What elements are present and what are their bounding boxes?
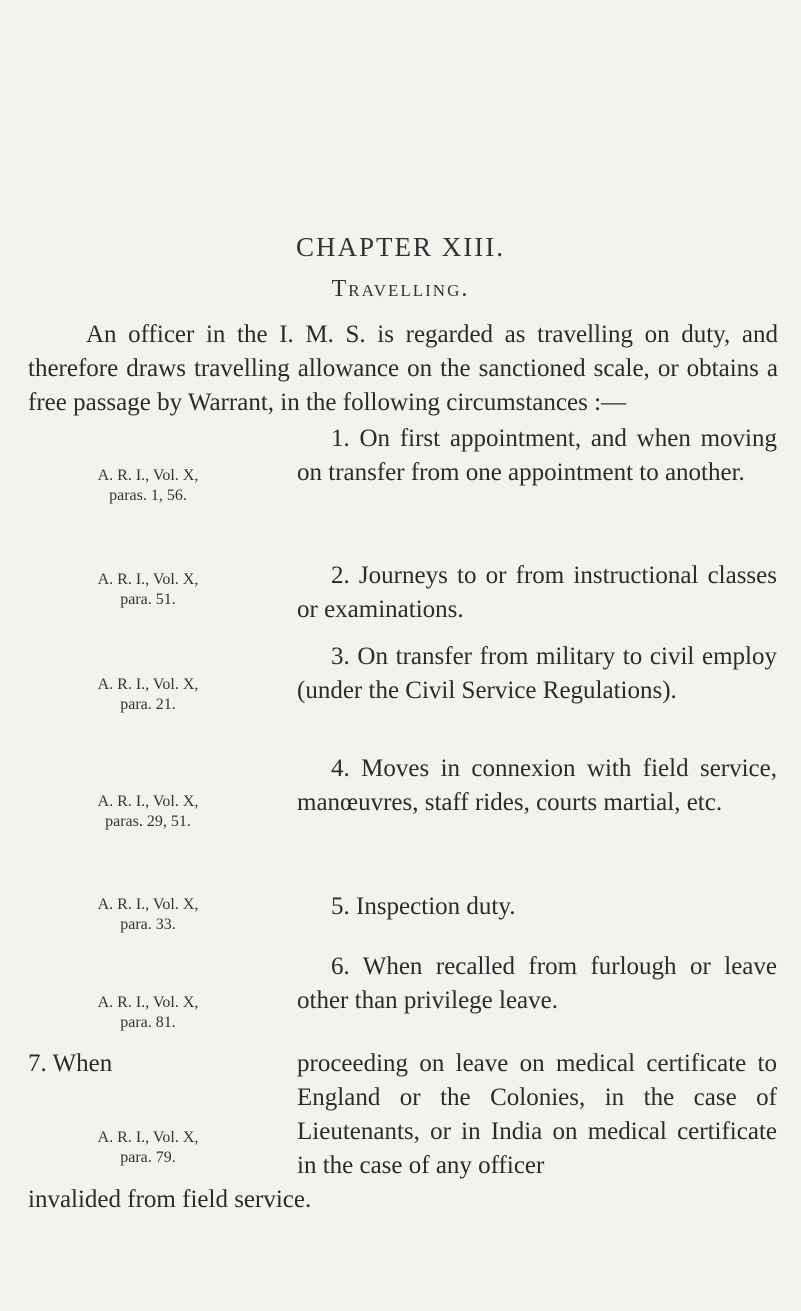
- reference-line: A. R. I., Vol. X,: [97, 1129, 199, 1146]
- reference-line: A. R. I., Vol. X,: [97, 896, 199, 913]
- reference-line: para. 81.: [120, 1014, 176, 1031]
- margin-reference-4: [28, 792, 268, 832]
- list-item-3: 3. On transfer from military to civil employ (under the Civil Service Regulations).: [297, 643, 777, 704]
- list-item-4: 4. Moves in connexion with field service, manœuvres, staff rides, courts martial, etc.: [297, 755, 777, 816]
- list-item-2: 2. Journeys to or from instructional classes or examinations.: [297, 562, 777, 623]
- list-item-6: 6. When recalled from furlough or leave other than privilege leave.: [297, 953, 777, 1014]
- reference-line: A. R. I., Vol. X,: [97, 571, 199, 588]
- list-item-7-lead: 7. When: [28, 1050, 113, 1077]
- reference-line: paras. 29, 51.: [105, 813, 191, 830]
- section-title: Travelling.: [331, 276, 470, 302]
- reference-line: A. R. I., Vol. X,: [97, 994, 199, 1011]
- reference-line: A. R. I., Vol. X,: [97, 467, 199, 484]
- margin-reference-6: [28, 993, 268, 1033]
- reference-line: para. 51.: [120, 591, 176, 608]
- chapter-heading: CHAPTER XIII.: [296, 232, 505, 262]
- reference-line: A. R. I., Vol. X,: [97, 793, 199, 810]
- list-item-5: 5. Inspection duty.: [331, 893, 516, 920]
- margin-reference-2: [28, 570, 268, 610]
- margin-reference-7: [28, 1128, 268, 1168]
- reference-line: para. 79.: [120, 1149, 176, 1166]
- list-item-7: proceeding on leave on medical certificate to England or the Colonies, in the case of Lieutenants, or in India on medical certificate in the case of any officer: [297, 1050, 777, 1179]
- list-item-1: 1. On first appointment, and when moving on transfer from one appointment to another.: [297, 425, 777, 486]
- reference-line: paras. 1, 56.: [109, 487, 187, 504]
- reference-line: A. R. I., Vol. X,: [97, 676, 199, 693]
- list-item-7-tail: invalided from field service.: [28, 1186, 312, 1213]
- reference-line: para. 21.: [120, 696, 176, 713]
- margin-reference-3: [28, 675, 268, 715]
- margin-reference-1: [28, 466, 268, 506]
- margin-reference-5: [28, 895, 268, 935]
- reference-line: para. 33.: [120, 916, 176, 933]
- intro-paragraph: An officer in the I. M. S. is regarded as travelling on duty, and therefore draws travelling allowance on the sanctioned scale, or obtains a free passage by Warrant, in the following circumstances :—: [28, 321, 778, 416]
